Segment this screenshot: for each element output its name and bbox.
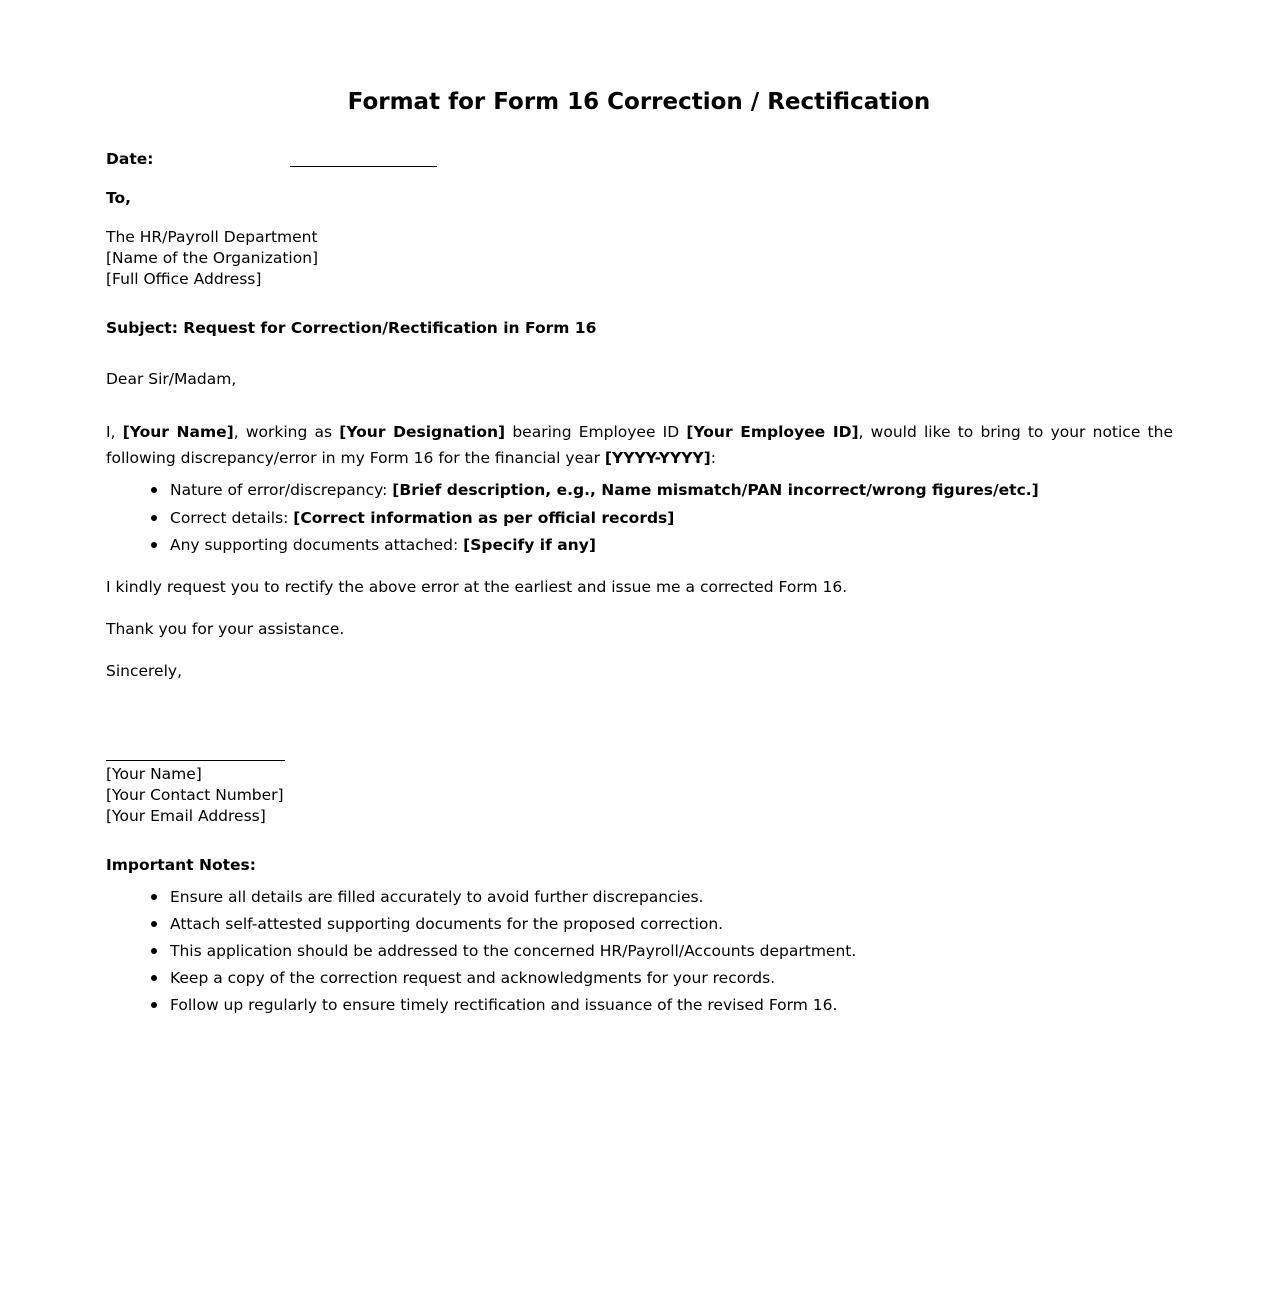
signoff-contact: [Your Contact Number]	[106, 786, 284, 804]
list-item: This application should be addressed to the concerned HR/Payroll/Accounts department.	[106, 941, 856, 968]
list-item: Ensure all details are filled accurately to avoid further discrepancies.	[106, 887, 856, 914]
list-item	[106, 508, 1039, 536]
list-item: Keep a copy of the correction request and acknowledgments for your records.	[106, 968, 856, 995]
list-item	[106, 535, 1039, 563]
error-details-list	[106, 480, 1039, 563]
address-line-organization: [Name of the Organization]	[106, 249, 319, 267]
address-line-office: [Full Office Address]	[106, 270, 262, 288]
placeholder-employee-id: [Your Employee ID]	[686, 423, 859, 441]
date-blank-line	[290, 166, 437, 167]
placeholder-your-name: [Your Name]	[122, 423, 234, 441]
detail-value: [Brief description, e.g., Name mismatch/PAN incorrect/wrong figures/etc.]	[392, 481, 1039, 499]
signoff-name: [Your Name]	[106, 765, 202, 783]
request-paragraph: I kindly request you to rectify the above error at the earliest and issue me a corrected Form 16.	[106, 578, 848, 596]
list-item	[106, 480, 1039, 508]
body-text-4: , would like to bring to your notice the following discrepancy/error in my Form 16 for the financial year	[106, 423, 1173, 467]
date-label: Date:	[106, 150, 154, 168]
signoff-block	[106, 764, 1173, 827]
body-text-2: , working as	[233, 423, 340, 441]
subject-line: Subject: Request for Correction/Rectification in Form 16	[106, 319, 597, 337]
notes-list	[106, 887, 856, 1022]
placeholder-financial-year: [YYYY-YYYY]	[604, 449, 711, 467]
signoff-email: [Your Email Address]	[106, 807, 266, 825]
to-label: To,	[106, 189, 132, 207]
detail-label: Any supporting documents attached:	[170, 536, 464, 554]
detail-value: [Specify if any]	[463, 536, 596, 554]
notes-heading: Important Notes:	[106, 856, 256, 874]
list-item: Attach self-attested supporting documents for the proposed correction.	[106, 914, 856, 941]
signature-line	[106, 760, 285, 761]
detail-label: Nature of error/discrepancy:	[170, 481, 393, 499]
detail-label: Correct details:	[170, 508, 294, 527]
body-text-3: bearing Employee ID	[505, 423, 687, 441]
body-text-1: I,	[106, 423, 123, 441]
recipient-address	[106, 227, 1173, 290]
detail-value: [Correct information as per official records]	[293, 508, 675, 527]
document-title: Format for Form 16 Correction / Rectification	[347, 89, 931, 115]
placeholder-designation: [Your Designation]	[339, 423, 506, 441]
address-line-department: The HR/Payroll Department	[106, 228, 318, 246]
list-item: Follow up regularly to ensure timely rectification and issuance of the revised Form 16.	[106, 995, 856, 1022]
greeting: Dear Sir/Madam,	[106, 370, 237, 388]
thanks-line: Thank you for your assistance.	[106, 620, 345, 638]
body-text-5: :	[710, 449, 716, 467]
body-paragraph	[106, 419, 1173, 471]
closing: Sincerely,	[106, 662, 183, 680]
